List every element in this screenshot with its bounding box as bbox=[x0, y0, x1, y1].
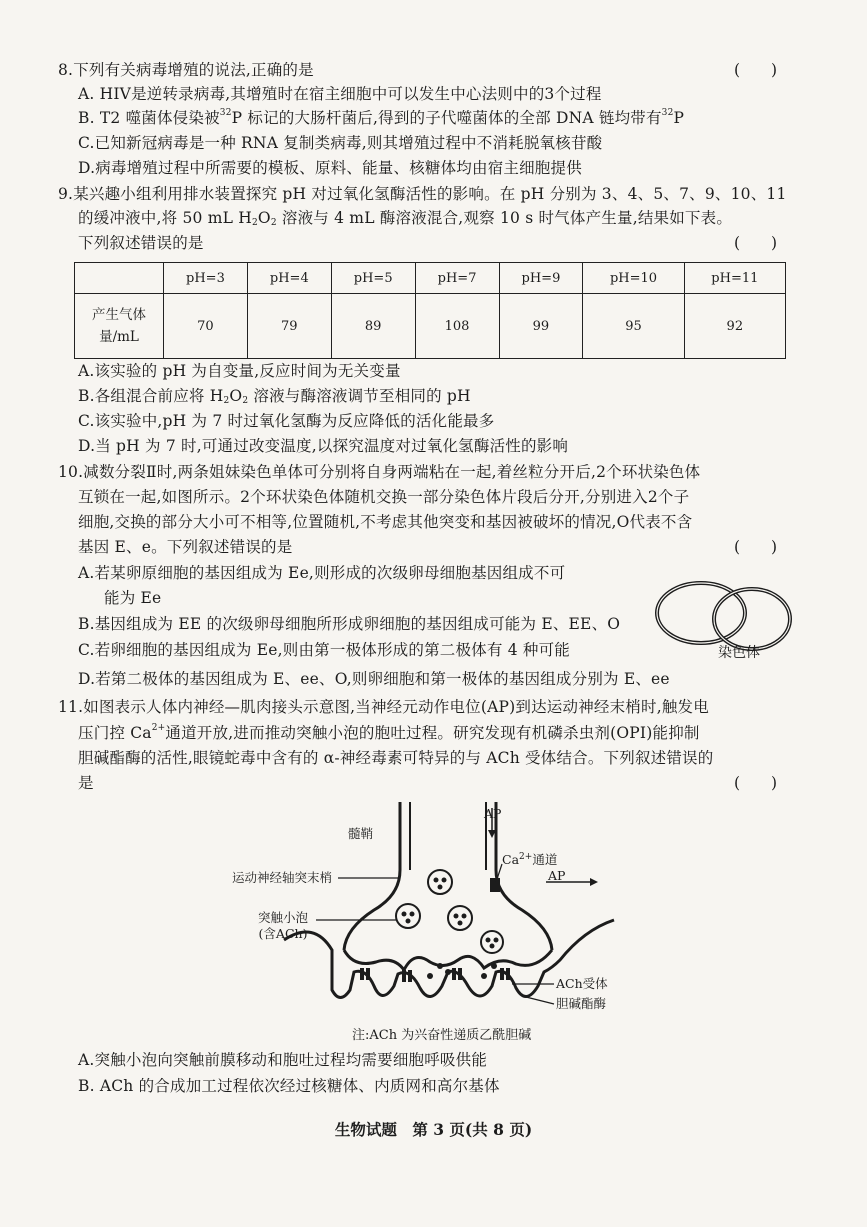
q10-stem-line3: 细胞,交换的部分大小可不相等,位置随机,不考虑其他突变和基因被破坏的情况,O代表不含 bbox=[78, 513, 693, 531]
q10-option-a-cont: 能为 Ee bbox=[104, 589, 162, 607]
myelin-label: 髓鞘 bbox=[348, 826, 374, 841]
q10-stem-line4: 基因 E、e。下列叙述错误的是 bbox=[78, 538, 293, 556]
q10-stem-line1: 10.减数分裂Ⅱ时,两条姐妹染色单体可分别将自身两端粘在一起,着丝粒分开后,2个环状染色体 bbox=[58, 463, 701, 481]
q11-stem-line1: 11.如图表示人体内神经—肌肉接头示意图,当神经元动作电位(AP)到达运动神经末梢时,触发电 bbox=[58, 698, 709, 716]
q8-option-d: D.病毒增殖过程中所需要的模板、原料、能量、核糖体均由宿主细胞提供 bbox=[78, 159, 582, 177]
q10-option-b: B.基因组成为 EE 的次级卵母细胞所形成卵细胞的基因组成可能为 E、EE、O bbox=[78, 615, 621, 633]
table-header-cell: pH=4 bbox=[247, 263, 331, 294]
table-row bbox=[75, 294, 786, 359]
ap-right-arrow-icon bbox=[590, 878, 598, 886]
table-cell: 79 bbox=[247, 294, 331, 359]
ap-right-label: AP bbox=[548, 868, 566, 883]
table-cell: 99 bbox=[499, 294, 583, 359]
table-cell: 89 bbox=[331, 294, 415, 359]
q10-option-c: C.若卵细胞的基因组成为 Ee,则由第一极体形成的第二极体有 4 种可能 bbox=[78, 641, 570, 659]
q9-option-c: C.该实验中,pH 为 7 时过氧化氢酶为反应降低的活化能最多 bbox=[78, 412, 495, 430]
chromosome-figure-label: 染色体 bbox=[718, 645, 760, 661]
q11-option-b: B. ACh 的合成加工过程依次经过核糖体、内质网和高尔基体 bbox=[78, 1077, 500, 1095]
q11-stem-line3: 胆碱酯酶的活性,眼镜蛇毒中含有的 α-神经毒素可特异的与 ACh 受体结合。下列叙述错误的 bbox=[78, 749, 714, 767]
q9-stem-line3: 下列叙述错误的是 bbox=[78, 234, 204, 252]
ca-channel-label: $Ca^{2+}$通道 bbox=[502, 852, 558, 867]
table-header-cell: pH=7 bbox=[415, 263, 499, 294]
figure-note: 注:ACh 为兴奋性递质乙酰胆碱 bbox=[352, 1028, 532, 1043]
table-cell: 70 bbox=[164, 294, 248, 359]
q10-option-a: A.若某卵原细胞的基因组成为 Ee,则形成的次级卵母细胞基因组成不可 bbox=[78, 564, 566, 582]
table-corner-cell bbox=[75, 263, 164, 294]
q8-answer-paren: ( ) bbox=[734, 61, 778, 79]
table-header-row bbox=[75, 263, 786, 294]
axon-terminal-label: 运动神经轴突末梢 bbox=[232, 870, 333, 885]
q11-stem-line4: 是 bbox=[78, 774, 94, 792]
table-cell: 108 bbox=[415, 294, 499, 359]
table-header-cell: pH=5 bbox=[331, 263, 415, 294]
table-header-cell: pH=3 bbox=[164, 263, 248, 294]
synaptic-vesicle-label: 突触小泡 (含ACh) bbox=[258, 910, 309, 941]
q11-answer-paren: ( ) bbox=[734, 774, 778, 792]
synaptic-vesicle-icon bbox=[396, 870, 503, 953]
cholinesterase-label: 胆碱酯酶 bbox=[556, 996, 607, 1011]
table-header-cell: pH=9 bbox=[499, 263, 583, 294]
table-cell: 92 bbox=[684, 294, 785, 359]
q9-option-d: D.当 pH 为 7 时,可通过改变温度,以探究温度对过氧化氢酶活性的影响 bbox=[78, 437, 569, 455]
q10-answer-paren: ( ) bbox=[734, 538, 778, 556]
q9-answer-paren: ( ) bbox=[734, 234, 778, 252]
q8-option-a: A. HIV是逆转录病毒,其增殖时在宿主细胞中可以发生中心法则中的3个过程 bbox=[78, 85, 602, 103]
ach-receptor-icon bbox=[360, 968, 510, 982]
ach-receptor-label: ACh受体 bbox=[556, 976, 608, 991]
q10-option-d: D.若第二极体的基因组成为 E、ee、O,则卵细胞和第一极体的基因组成分别为 E、ee bbox=[78, 670, 670, 688]
q9-stem-line1: 9.某兴趣小组利用排水装置探究 pH 对过氧化氢酶活性的影响。在 pH 分别为 3、4、5、7、9、10、11 bbox=[58, 185, 787, 203]
ph-gas-table bbox=[74, 262, 786, 359]
page-footer: 生物试题 第 3 页(共 8 页) bbox=[334, 1120, 533, 1139]
q9-stem-line2: 的缓冲液中,将 50 mL H2O2 溶液与 4 mL 酶溶液混合,观察 10 s 时气体产生量,结果如下表。 bbox=[78, 209, 733, 228]
ap-top-label: AP bbox=[484, 806, 502, 821]
q9-option-b: B.各组混合前应将 H2O2 溶液与酶溶液调节至相同的 pH bbox=[78, 387, 471, 406]
table-header-cell: pH=10 bbox=[583, 263, 684, 294]
q11-stem-line2: 压门控 $Ca^{2+}$通道开放,进而推动突触小泡的胞吐过程。研究发现有机磷杀虫剂(OPI)能抑制 bbox=[78, 723, 700, 742]
q9-option-a: A.该实验的 pH 为自变量,反应时间为无关变量 bbox=[78, 362, 401, 380]
q10-stem-line2: 互锁在一起,如图所示。2个环状染色体随机交换一部分染色体片段后分开,分别进入2个子 bbox=[78, 488, 690, 506]
q8-stem: 8.下列有关病毒增殖的说法,正确的是 bbox=[58, 61, 314, 79]
ca-channel-icon bbox=[490, 878, 500, 892]
q11-option-a: A.突触小泡向突触前膜移动和胞吐过程均需要细胞呼吸供能 bbox=[78, 1051, 488, 1069]
table-cell: 95 bbox=[583, 294, 684, 359]
table-row-label: 产生气体 量/mL bbox=[75, 294, 164, 359]
q8-option-b: B. T2 噬菌体侵染被$^{32}$P 标记的大肠杆菌后,得到的子代噬菌体的全部 DNA 链均带有$^{32}$P bbox=[78, 108, 685, 127]
table-header-cell: pH=11 bbox=[684, 263, 785, 294]
q8-option-c: C.已知新冠病毒是一种 RNA 复制类病毒,则其增殖过程中不消耗脱氧核苷酸 bbox=[78, 134, 603, 152]
